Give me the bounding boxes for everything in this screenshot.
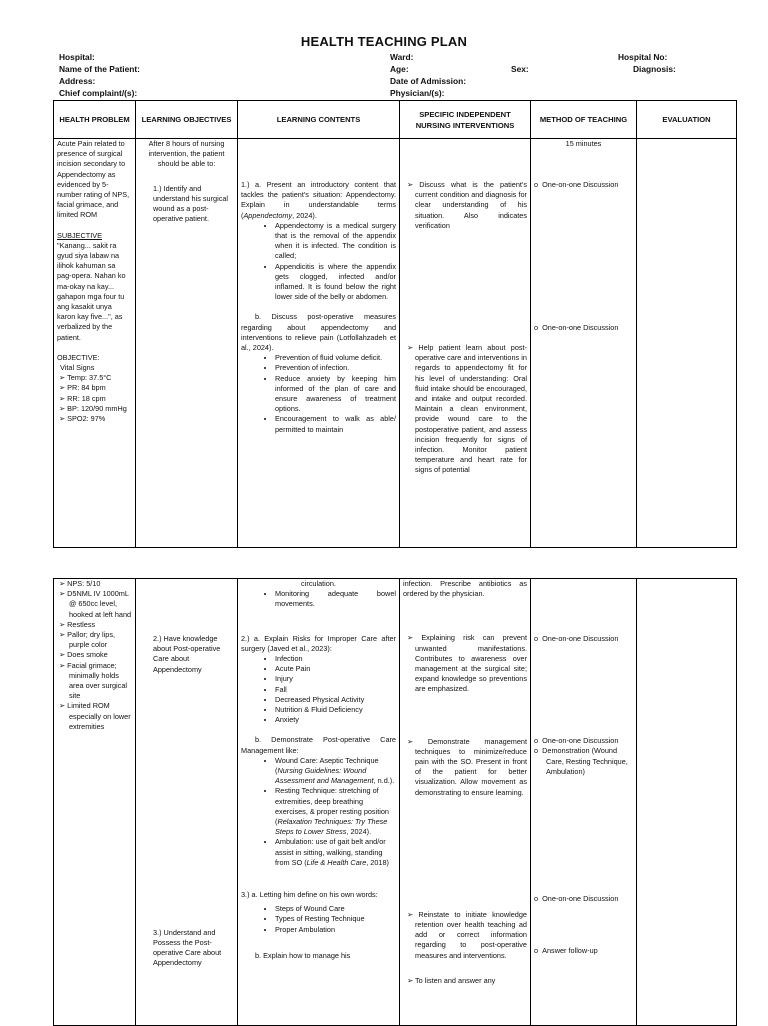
- content-3a: 3.) a. Letting him define on his own words:: [241, 890, 378, 900]
- content-1a-bullets: [241, 221, 396, 303]
- method-item: o One-on-one Discussion: [546, 180, 633, 190]
- method-time: 15 minutes: [565, 139, 602, 148]
- header-health-problem: HEALTH PROBLEM: [54, 101, 136, 139]
- subjective-text: "Kanang... sakit ra gyud siya labaw na ilihok kahuman sa pag-opera. Nahan ko ma-okay na kay... gahapon mga four tu ang kasakit unya karon kay five...", as verbalized by the patient.: [57, 240, 126, 342]
- method-2a-list: [534, 634, 633, 644]
- content-bullet: • Appendicitis is where the appendix gets clogged, infected and/or inflamed. It is found below the right lower side of the belly or abdomen.: [275, 262, 396, 303]
- content-2a-bullets: [241, 654, 396, 725]
- intervention-2b: ➢ Demonstrate management techniques to minimize/reduce pain with the SO. Present in front of the patient for better visualization. Allow movement as demonstrating to ensure learning.: [407, 736, 527, 797]
- vital-signs-label: Vital Signs: [60, 363, 95, 373]
- content-bullet: • Fall: [275, 685, 396, 695]
- content-bullet: • Anxiety: [275, 715, 396, 725]
- evaluation-cell: [637, 579, 737, 1026]
- content-1b-bullets: [241, 353, 396, 435]
- content-3b: b. Explain how to manage his: [255, 950, 351, 960]
- problem-list: [57, 579, 132, 732]
- method-item: o One-on-one Discussion: [546, 894, 633, 904]
- header-evaluation: EVALUATION: [637, 101, 737, 139]
- content-bullet: • Injury: [275, 674, 396, 684]
- content-bullet: • Appendectomy is a medical surgery that is the removal of the appendix when it is infected. The condition is called;: [275, 221, 396, 262]
- content-bullet: • Monitoring adequate bowel movements.: [275, 589, 396, 609]
- plan-table-page2: [53, 578, 737, 1026]
- method-item: o One-on-one Discussion: [546, 736, 633, 746]
- subjective-label: SUBJECTIVE: [57, 230, 103, 240]
- problem-item: ➢ Pallor; dry lips, purple color: [69, 630, 132, 650]
- content-2a: 2.) a. Explain Risks for Improper Care after surgery (Javed et al., 2023):: [241, 633, 396, 653]
- patient-name-label: Name of the Patient:: [59, 64, 140, 74]
- intervention-1a: ➢ Discuss what is the patient's current condition and diagnosis for clear understanding of his situation. Also indicates verification: [407, 180, 527, 230]
- content-bullet: • Prevention of infection.: [275, 363, 396, 373]
- intervention-2a: ➢ Explaining risk can prevent unwanted manifestations. Contributes to awareness over management at the surgical site; expand knowledge so preventions are emphasized.: [407, 633, 527, 694]
- method-item: o Demonstration (Wound Care, Resting Technique, Ambulation): [546, 746, 633, 777]
- content-bullet: • Wound Care: Aseptic Technique (Nursing Guidelines: Wound Assessment and Management, n.d.).: [275, 756, 396, 787]
- hospital-label: Hospital:: [59, 52, 95, 62]
- content-1a: 1.) a. Present an introductory content that tackles the patient's situation: Appendectomy. Explain in understandable terms (Appendectomy, 2024).: [241, 180, 396, 220]
- intervention-cont: infection. Prescribe antibiotics as ordered by the physician.: [403, 579, 527, 599]
- problem-item: ➢ Restless: [69, 620, 132, 630]
- method-cell: [531, 139, 637, 548]
- chief-complaint-label: Chief complaint/(s):: [59, 88, 138, 98]
- method-1a-list: [534, 180, 633, 190]
- info-middle: [390, 51, 466, 99]
- age-label: Age:: [390, 64, 409, 74]
- header-interventions: SPECIFIC INDEPENDENT NURSING INTERVENTIONS: [400, 101, 531, 139]
- intervention-1b: ➢ Help patient learn about post-operative care and interventions in regards to appendectomy fit for his level of understanding: Oral fluid intake should be encouraged, and intake and output recorded. Maintain a clean environment, provide wound care to the postoperative patient, and assess incision frequently for signs of infection. Monitor patient temperature and heart rate for signs of potential: [407, 343, 527, 475]
- problem-item: ➢ NPS: 5/10: [69, 579, 132, 589]
- physician-label: Physician/(s):: [390, 88, 445, 98]
- plan-table-page1: [53, 100, 737, 548]
- objective-intro: After 8 hours of nursing intervention, the patient should be able to:: [148, 139, 225, 169]
- objective-label: OBJECTIVE:: [57, 352, 100, 362]
- learning-objectives-cell: [136, 579, 238, 1026]
- body-row: [54, 139, 737, 548]
- method-item: o Answer follow-up: [546, 946, 633, 956]
- header-method: METHOD OF TEACHING: [531, 101, 637, 139]
- content-cont-bullets: [241, 589, 396, 609]
- content-bullet: • Nutrition & Fluid Deficiency: [275, 705, 396, 715]
- content-bullet: • Reduce anxiety by keeping him informed of the plan of care and ensure awareness of treatment options.: [275, 374, 396, 415]
- interventions-cell: [400, 579, 531, 1026]
- page-title: HEALTH TEACHING PLAN: [300, 34, 468, 49]
- vital-item: ➢ Temp: 37.5°C: [69, 373, 132, 383]
- evaluation-cell: [637, 139, 737, 548]
- vital-item: ➢ RR: 18 cpm: [69, 394, 132, 404]
- problem-item: ➢ Limited ROM especially on lower extremities: [69, 701, 132, 732]
- problem-intro: Acute Pain related to presence of surgical incision secondary to Appendectomy as evidenced by 5-number rating of NPS, facial grimace, and limited ROM: [57, 139, 130, 220]
- sex-label: Sex:: [511, 64, 529, 74]
- problem-item: ➢ D5NML IV 1000mL @ 650cc level, hooked at left hand: [69, 589, 132, 620]
- method-cell: [531, 579, 637, 1026]
- content-bullet: • Decreased Physical Activity: [275, 695, 396, 705]
- info-left: [59, 51, 140, 99]
- objective-3: 3.) Understand and Possess the Post-operative Care about Appendectomy: [153, 927, 222, 968]
- learning-contents-cell: [238, 139, 400, 548]
- method-3b-list: [534, 946, 633, 956]
- method-item: o One-on-one Discussion: [546, 634, 633, 644]
- intervention-3b: ➢ To listen and answer any: [407, 975, 496, 985]
- vital-item: ➢ BP: 120/90 mmHg: [69, 404, 132, 414]
- content-bullet: • Infection: [275, 654, 396, 664]
- content-bullet: • Acute Pain: [275, 664, 396, 674]
- diagnosis-label: Diagnosis:: [633, 64, 676, 74]
- health-problem-cell: [54, 579, 136, 1026]
- hospital-no-label: Hospital No:: [618, 52, 668, 62]
- content-2b: b. Demonstrate Post-operative Care Management like:: [241, 735, 396, 755]
- vital-item: ➢ PR: 84 bpm: [69, 383, 132, 393]
- content-bullet: • Proper Ambulation: [275, 925, 396, 935]
- header-learning-objectives: LEARNING OBJECTIVES: [136, 101, 238, 139]
- health-problem-cell: [54, 139, 136, 548]
- content-cont-line: circulation.: [301, 579, 336, 588]
- content-2b-bullets: [241, 756, 396, 868]
- vitals-list: [57, 373, 132, 424]
- content-3a-bullets: [241, 904, 396, 935]
- intervention-3a: ➢ Reinstate to initiate knowledge retention over health teaching ad add or correct information regarding to post-operative measures and interventions.: [407, 909, 527, 960]
- method-1b-list: [534, 323, 633, 333]
- header-learning-contents: LEARNING CONTENTS: [238, 101, 400, 139]
- ward-label: Ward:: [390, 52, 414, 62]
- admission-date-label: Date of Admission:: [390, 76, 467, 86]
- content-bullet: • Ambulation: use of gait belt and/or assist in sitting, walking, standing from SO (Life & Health Care, 2018): [275, 837, 396, 868]
- content-1b: b. Discuss post-operative measures regarding about appendectomy and interventions to relieve pain (Lotfollahzadeh et al., 2024).: [241, 312, 396, 353]
- content-bullet: • Encouragement to walk as able/ permitted to maintain: [275, 414, 396, 434]
- learning-objectives-cell: [136, 139, 238, 548]
- method-3a-list: [534, 894, 633, 904]
- content-bullet: • Types of Resting Technique: [275, 914, 396, 924]
- address-label: Address:: [59, 76, 96, 86]
- header-row: [54, 101, 737, 139]
- content-bullet: • Prevention of fluid volume deficit.: [275, 353, 396, 363]
- method-item: o One-on-one Discussion: [546, 323, 633, 333]
- problem-item: ➢ Facial grimace; minimally holds area over surgical site: [69, 661, 132, 702]
- learning-contents-cell: [238, 579, 400, 1026]
- interventions-cell: [400, 139, 531, 548]
- content-bullet: • Steps of Wound Care: [275, 904, 396, 914]
- content-bullet: • Resting Technique: stretching of extremities, deep breathing exercises, & proper resting position (Relaxation Techniques: Try These Steps to Lower Stress, 2024).: [275, 786, 396, 837]
- vital-item: ➢ SPO2: 97%: [69, 414, 132, 424]
- problem-item: ➢ Does smoke: [69, 650, 132, 660]
- objective-1: 1.) Identify and understand his surgical wound as a post-operative patient.: [153, 183, 229, 224]
- objective-2: 2.) Have knowledge about Post-operative Care about Appendectomy: [153, 634, 221, 674]
- body-row: [54, 579, 737, 1026]
- method-2b-list: [534, 736, 633, 777]
